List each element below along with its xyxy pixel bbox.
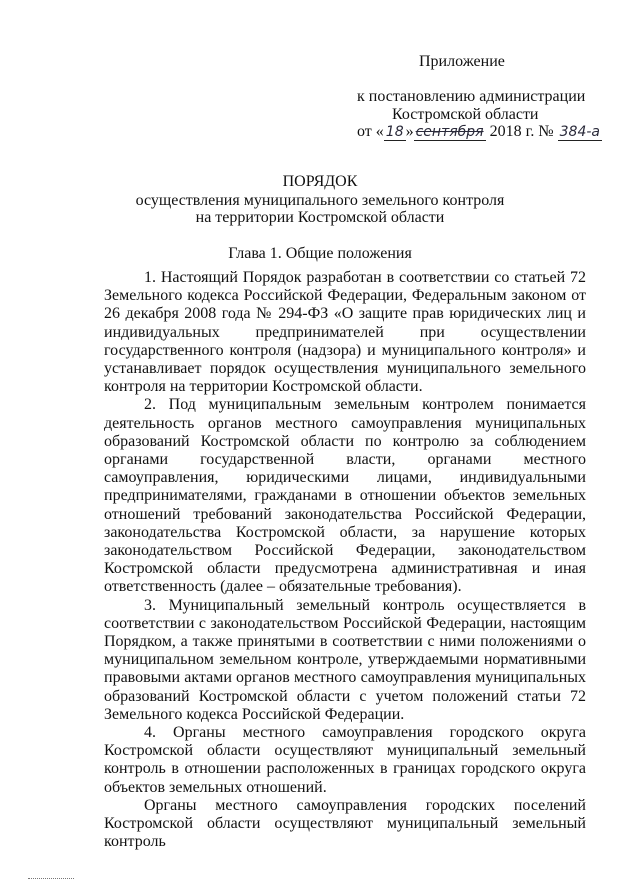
date-number-line xyxy=(357,122,602,142)
chapter-heading: Глава 1. Общие положения xyxy=(228,245,412,262)
document-body xyxy=(104,269,586,852)
document-subtitle-1: осуществления муниципального земельного контроля xyxy=(135,192,505,209)
paragraph-5: Органы местного самоуправления городских поселений Костромской области осуществляют муниципальный земельный контроль xyxy=(104,796,586,851)
date-prefix: от « xyxy=(357,123,384,140)
paragraph-2: 2. Под муниципальным земельным контролем понимается деятельность органов местного самоуправления муниципальных образований Костромской области по контролю за соблюдением органами государственной власти, органами местного самоуправления, юридическими лицами, индивидуальными предпринимателями, гражданами в отношении объектов земельных отношений требований законодательства Российской Федерации, законодательства Костромской области, за нарушение которых законодательством Российской Федерации, законодательством Костромской области предусмотрена административная и иная ответственность (далее – обязательные требования). xyxy=(104,396,586,596)
resolution-line: к постановлению администрации xyxy=(357,88,586,105)
scan-edge-mark xyxy=(28,878,74,879)
paragraph-3: 3. Муниципальный земельный контроль осуществляется в соответствии с законодательством Российской Федерации, настоящим Порядком, а также принятыми в соответствии с ними положениями о муниципальном земельном контроле, утверждаемыми нормативными правовыми актами органов местного самоуправления муниципальных образований Костромской области с учетом положений статьи 72 Земельного кодекса Российской Федерации. xyxy=(104,596,586,723)
appendix-label: Приложение xyxy=(419,53,505,70)
date-mid: » xyxy=(405,123,414,140)
handwritten-day: 18 xyxy=(385,124,404,140)
handwritten-doc-number: 384-а xyxy=(559,124,600,140)
year-number-label: 2018 г. № xyxy=(489,123,554,140)
document-title: ПОРЯДОК xyxy=(282,173,358,190)
region-line: Костромской области xyxy=(392,106,539,123)
handwritten-month: сентября xyxy=(415,124,484,140)
paragraph-4: 4. Органы местного самоуправления городского округа Костромской области осуществляют муниципальный земельный контроль в отношении расположенных в границах городского округа объектов земельных отношений. xyxy=(104,724,586,796)
paragraph-1: 1. Настоящий Порядок разработан в соответствии со статьей 72 Земельного кодекса Российской Федерации, Федеральным законом от 26 декабря 2008 года № 294-ФЗ «О защите прав юридических лиц и индивидуальных предпринимателей при осуществлении государственного контроля (надзора) и муниципального контроля» и устанавливает порядок осуществления муниципального земельного контроля на территории Костромской области. xyxy=(104,269,586,396)
document-subtitle-2: на территории Костромской области xyxy=(195,209,445,226)
